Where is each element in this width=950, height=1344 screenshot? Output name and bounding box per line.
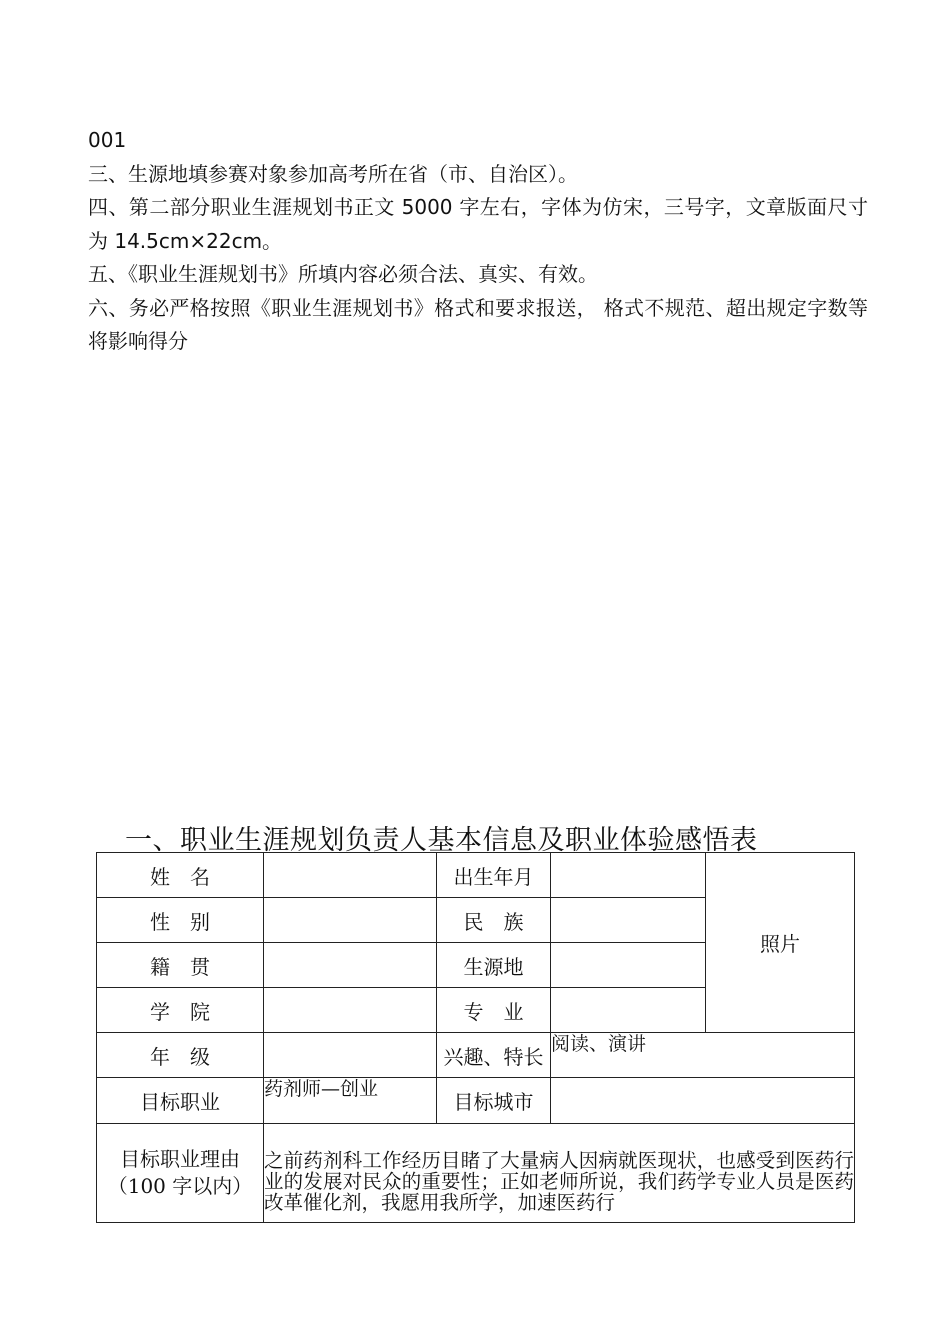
note-4: 四、第二部分职业生涯规划书正文 5000 字左右，字体为仿宋，三号字，文章版面尺寸为 14.5cm×22cm。: [88, 195, 868, 253]
gender-label: 性 别: [97, 898, 264, 943]
origin-label: 生源地: [437, 943, 551, 988]
photo-box[interactable]: 照片: [706, 853, 855, 1033]
table-row: [97, 1124, 855, 1223]
note-6: 六、务必严格按照《职业生涯规划书》格式和要求报送， 格式不规范、超出规定字数等将影响得分: [88, 295, 868, 353]
major-field[interactable]: [551, 988, 706, 1033]
table-row: [97, 1078, 855, 1124]
ethnicity-field[interactable]: [551, 898, 706, 943]
target-city-field[interactable]: [551, 1078, 855, 1124]
origin-field[interactable]: [551, 943, 706, 988]
target-job-field[interactable]: 药剂师—创业: [264, 1078, 437, 1124]
grade-label: 年 级: [97, 1033, 264, 1078]
form-title: 一、职业生涯规划负责人基本信息及职业体验感悟表: [125, 825, 758, 856]
target-job-label: 目标职业: [97, 1078, 264, 1124]
note-3: 三、生源地填参赛对象参加高考所在省（市、自治区）。: [88, 161, 578, 186]
birth-label: 出生年月: [437, 853, 551, 898]
native-place-field[interactable]: [264, 943, 437, 988]
table-row: [97, 1033, 855, 1078]
ethnicity-label: 民 族: [437, 898, 551, 943]
name-field[interactable]: [264, 853, 437, 898]
name-label: 姓 名: [97, 853, 264, 898]
gender-field[interactable]: [264, 898, 437, 943]
native-place-label: 籍 贯: [97, 943, 264, 988]
grade-field[interactable]: [264, 1033, 437, 1078]
reason-label: 目标职业理由（100 字以内）: [97, 1124, 264, 1223]
table-row: [97, 853, 855, 898]
note-5: 五、《职业生涯规划书》所填内容必须合法、真实、有效。: [88, 262, 598, 286]
college-label: 学 院: [97, 988, 264, 1033]
instructions: [88, 124, 868, 359]
birth-field[interactable]: [551, 853, 706, 898]
hobby-field[interactable]: 阅读、演讲: [551, 1033, 855, 1078]
hobby-label: 兴趣、特长: [437, 1033, 551, 1078]
target-city-label: 目标城市: [437, 1078, 551, 1124]
college-field[interactable]: [264, 988, 437, 1033]
doc-number: 001: [88, 128, 127, 152]
basic-info-table: [96, 852, 855, 1223]
reason-field[interactable]: 之前药剂科工作经历目睹了大量病人因病就医现状，也感受到医药行业的发展对民众的重要性；正如老师所说，我们药学专业人员是医药改革催化剂，我愿用我所学，加速医药行: [264, 1124, 855, 1223]
major-label: 专 业: [437, 988, 551, 1033]
